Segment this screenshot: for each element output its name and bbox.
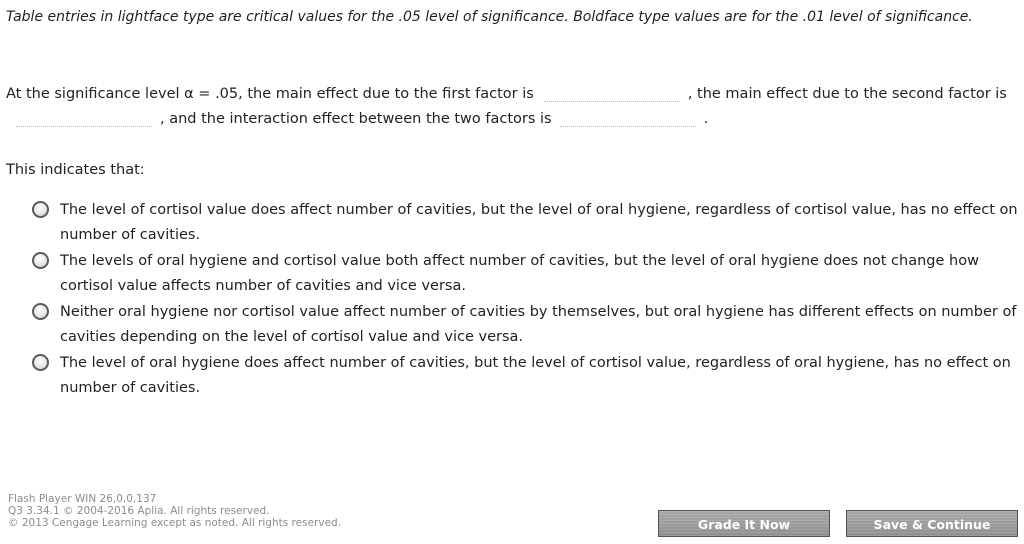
answer-option-4[interactable]	[32, 351, 1018, 401]
options-intro: This indicates that:	[6, 162, 145, 178]
save-continue-button[interactable]: Save & Continue	[846, 510, 1018, 537]
footer-line-1: Flash Player WIN 26,0,0,137	[8, 493, 157, 505]
answer-option-3[interactable]	[32, 300, 1018, 350]
radio-button[interactable]	[32, 201, 49, 218]
interaction-effect-blank[interactable]	[560, 108, 696, 127]
answer-option-2[interactable]	[32, 249, 1018, 299]
question-part-4: .	[703, 111, 709, 127]
answer-option-1[interactable]	[32, 198, 1018, 248]
answer-option-text: The levels of oral hygiene and cortisol value both affect number of cavities, but the level of oral hygiene does not change how cortisol value affects number of cavities and vice versa.	[60, 253, 979, 294]
question-part-2: , the main effect due to the second factor is	[687, 86, 1007, 102]
question-text	[6, 82, 1016, 132]
first-factor-blank[interactable]	[544, 83, 680, 102]
footer-line-2: Q3 3.34.1 © 2004-2016 Aplia. All rights reserved.	[8, 505, 270, 517]
grade-it-now-button[interactable]: Grade It Now	[658, 510, 830, 537]
answer-option-text: The level of cortisol value does affect number of cavities, but the level of oral hygiene, regardless of cortisol value, has no effect on number of cavities.	[60, 202, 1018, 243]
radio-button[interactable]	[32, 303, 49, 320]
second-factor-blank[interactable]	[16, 108, 152, 127]
significance-note: Table entries in lightface type are critical values for the .05 level of significance. Boldface type values are for the .01 level of significance.	[6, 9, 973, 25]
radio-button[interactable]	[32, 252, 49, 269]
question-part-1: At the significance level α = .05, the main effect due to the first factor is	[6, 86, 534, 102]
footer-copyright	[8, 493, 341, 529]
footer-line-3: © 2013 Cengage Learning except as noted. All rights reserved.	[8, 517, 342, 529]
question-part-3: , and the interaction effect between the two factors is	[160, 111, 552, 127]
answer-options	[32, 198, 1018, 402]
answer-option-text: Neither oral hygiene nor cortisol value affect number of cavities by themselves, but oral hygiene has different effects on number of cavities depending on the level of cortisol value and vice versa.	[60, 304, 1017, 345]
answer-option-text: The level of oral hygiene does affect number of cavities, but the level of cortisol value, regardless of oral hygiene, has no effect on number of cavities.	[60, 355, 1011, 396]
radio-button[interactable]	[32, 354, 49, 371]
